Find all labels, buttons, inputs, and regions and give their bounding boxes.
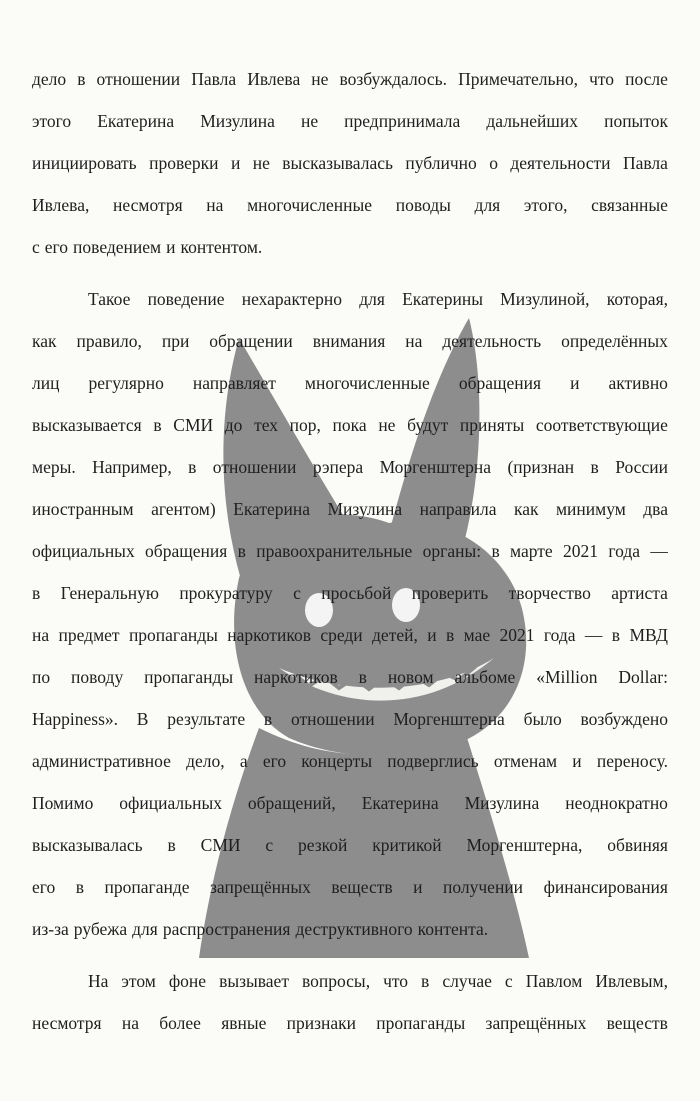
word: наркотиков [227,625,311,645]
word: распространения [162,919,291,939]
word: агентом) [151,499,216,519]
word: Екатерина [233,499,311,519]
word: не [378,415,396,435]
word: обращения [145,541,228,561]
paragraph-spacer [32,268,668,278]
text-line [32,184,668,226]
word: в [167,835,176,855]
text-line [32,782,668,824]
word: возбуждено [580,709,668,729]
text-line [32,278,668,320]
word: Мизулиной, [500,289,590,309]
text-line [32,866,668,908]
text-line [32,226,668,268]
word: тех [254,415,279,435]
word: финансирования [543,877,668,897]
word: пропаганды [376,1013,466,1033]
word: как [514,499,539,519]
word: его [262,751,287,771]
word: высказывается [32,415,142,435]
word: Павла [191,69,237,89]
word: регулярно [88,373,164,393]
word: многочисленные [247,195,373,215]
word: в [445,625,455,645]
word: веществ [331,877,393,897]
paragraph-spacer [32,950,668,960]
text-line [32,740,668,782]
word: Такое [88,289,131,309]
paragraph [32,960,668,1044]
word: поведением [73,237,162,257]
word: рубежа [73,919,128,939]
word: отменам [493,751,558,771]
word: не [300,111,319,131]
word: среди [320,625,363,645]
word: МВД [629,625,668,645]
word: Екатерина [361,793,439,813]
word: 2021 [499,625,535,645]
word: проверки [149,153,219,173]
paragraph [32,278,668,950]
word: запрещённых [210,877,311,897]
word: Екатерины [402,289,483,309]
word: Happiness». [32,709,119,729]
word: отношении [96,69,181,89]
word: отношении [290,709,375,729]
word: с [293,583,301,603]
word: в [32,583,41,603]
word: рэпера [312,457,364,477]
word: в [75,877,85,897]
word: будут [407,415,449,435]
word: многочисленные [304,373,430,393]
text-line [32,488,668,530]
word: Моргенштерна [393,709,505,729]
text-line [32,320,668,362]
word: поводы [395,195,451,215]
word: публично [405,153,477,173]
word: веществ [606,1013,668,1033]
word: Помимо [32,793,94,813]
word: меры. [32,457,76,477]
word: этого, [523,195,568,215]
text-line [32,362,668,404]
word: правоохранительные [256,541,413,561]
word: и [427,625,437,645]
word: правило, [76,331,142,351]
word: этого [32,111,72,131]
word: определённых [561,331,668,351]
word: направляет [192,373,276,393]
word: из-за [32,919,69,939]
word: «Million [536,667,598,687]
word: с [32,237,40,257]
word: Ивлева, [32,195,90,215]
word: критикой [372,835,442,855]
word: несмотря [113,195,183,215]
word: не [311,69,329,89]
word: Екатерина [97,111,175,131]
document-body [32,58,668,1044]
word: Например, [92,457,172,477]
word: попыток [604,111,668,131]
word: лиц [32,373,60,393]
word: переносу. [596,751,668,771]
word: поведение [147,289,225,309]
text-line [32,404,668,446]
word: Моргенштерна, [466,835,583,855]
text-line [32,1002,668,1044]
word: для [359,289,385,309]
word: альбоме [454,667,516,687]
word: минимум [555,499,626,519]
word: вопросы, [301,971,371,991]
word: его [44,237,69,257]
word: Мизулина [464,793,540,813]
word: что [589,69,615,89]
word: новом [387,667,434,687]
word: несмотря [32,1013,102,1033]
word: наркотиков [254,667,338,687]
word: (признан [507,457,575,477]
word: на [121,1013,139,1033]
word: резкой [298,835,348,855]
text-line [32,614,668,656]
word: а [239,751,248,771]
word: высказывалась [282,153,393,173]
word: Ивлевым, [595,971,668,991]
word: результате [167,709,246,729]
word: и [230,153,241,173]
word: соответствующие [535,415,668,435]
word: связанные [591,195,668,215]
word: На [88,971,109,991]
text-line [32,58,668,100]
word: и [570,373,580,393]
word: Генеральную [60,583,159,603]
word: Ивлева [247,69,301,89]
word: обвиняя [607,835,668,855]
word: Павла [622,153,668,173]
word: Dollar: [618,667,668,687]
word: было [523,709,562,729]
word: не [252,153,270,173]
word: иностранным [32,499,134,519]
word: неоднократно [565,793,668,813]
word: деятельность [442,331,542,351]
word: обращений, [247,793,336,813]
word: которая, [606,289,668,309]
paragraph [32,58,668,268]
word: контента. [417,919,489,939]
word: как [32,331,57,351]
text-line [32,446,668,488]
word: года [608,541,641,561]
word: внимания [312,331,386,351]
word: и [572,751,582,771]
word: признаки [286,1013,357,1033]
word: просьбой [321,583,392,603]
word: для [474,195,501,215]
text-line [32,530,668,572]
word: предпринимала [344,111,461,131]
word: случае [442,971,492,991]
word: и [413,877,423,897]
word: В [136,709,149,729]
word: пропаганды [128,625,218,645]
word: официальных [32,541,135,561]
word: в [77,69,86,89]
word: явные [221,1013,267,1033]
word: пропаганды [144,667,234,687]
word: до [224,415,243,435]
text-line [32,142,668,184]
word: в [358,667,367,687]
word: с [265,835,274,855]
word: для [132,919,158,939]
word: отношении [212,457,297,477]
word: два [643,499,668,519]
word: — [584,625,603,645]
word: в [590,457,599,477]
word: обращения [458,373,542,393]
word: о [489,153,498,173]
word: с [504,971,513,991]
word: — [650,541,668,561]
word: марте [510,541,553,561]
word: в [237,541,246,561]
word: прокуратуру [179,583,273,603]
word: СМИ [173,415,214,435]
word: на [32,625,50,645]
word: дальнейших [486,111,579,131]
word: Мизулина [200,111,275,131]
word: органы: [422,541,482,561]
word: пор, [289,415,321,435]
word: Моргенштерна [379,457,492,477]
word: мае [463,625,491,645]
word: приняты [459,415,525,435]
text-line [32,572,668,614]
word: пока [332,415,367,435]
word: детей, [372,625,418,645]
word: подверглись [387,751,479,771]
word: года [543,625,576,645]
word: нехарактерно [241,289,342,309]
word: в [491,541,500,561]
word: вызывает [219,971,289,991]
word: России [615,457,668,477]
text-line [32,656,668,698]
word: обращении [209,331,293,351]
word: направила [419,499,497,519]
word: дело, [186,751,225,771]
word: инициировать [32,153,137,173]
word: возбуждалось. [339,69,448,89]
word: получении [443,877,524,897]
word: концерты [301,751,373,771]
word: по [32,667,51,687]
word: проверить [411,583,489,603]
word: творчество [508,583,591,603]
word: 2021 [563,541,599,561]
word: Мизулина [327,499,403,519]
text-line [32,100,668,142]
word: деструктивного [295,919,413,939]
word: административное [32,751,171,771]
word: предмет [58,625,120,645]
word: в [153,415,162,435]
word: запрещённых [485,1013,587,1033]
word: пропаганде [104,877,190,897]
word: Примечательно, [458,69,578,89]
word: его [32,877,56,897]
word: в [263,709,273,729]
word: на [405,331,423,351]
word: на [206,195,224,215]
word: после [625,69,668,89]
word: в [421,971,430,991]
text-line [32,698,668,740]
word: высказывалась [32,835,143,855]
word: Павлом [525,971,583,991]
word: активно [608,373,668,393]
word: более [159,1013,201,1033]
word: контентом. [180,237,263,257]
word: артиста [611,583,668,603]
word: этом [121,971,156,991]
text-line [32,960,668,1002]
text-line [32,824,668,866]
word: СМИ [200,835,241,855]
text-line [32,908,668,950]
word: официальных [119,793,222,813]
word: деятельности [510,153,611,173]
word: при [161,331,190,351]
word: в [188,457,197,477]
word: дело [32,69,67,89]
word: фоне [168,971,207,991]
word: что [383,971,409,991]
word: и [166,237,176,257]
word: поводу [71,667,124,687]
word: в [611,625,621,645]
